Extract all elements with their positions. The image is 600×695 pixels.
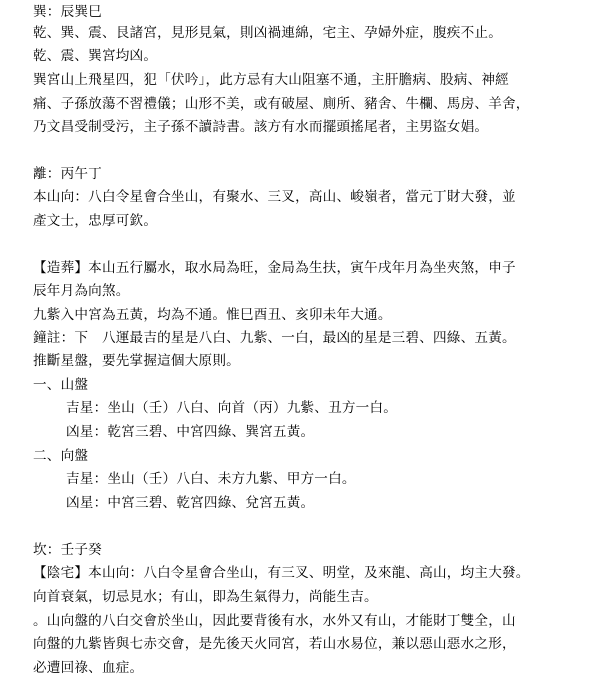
text-line: 【陰宅】本山向：八白令星會合坐山，有三叉、明堂，及來龍、高山，均主大發。 bbox=[33, 565, 530, 581]
text-line: 巽宮山上飛星四，犯「伏吟」，此方忌有大山阻塞不通，主肝膽病、股病、神經 bbox=[33, 72, 509, 88]
text-line: 產文士，忠厚可欽。 bbox=[33, 213, 158, 229]
text-line: 必遭回祿、血症。 bbox=[33, 660, 144, 676]
text-line: 痛、子孫放蕩不習禮儀；山形不美，或有破屋、廁所、豬舍、牛欄、馬房、羊舍， bbox=[33, 96, 530, 112]
list-heading-mountain-plate: 一、山盤 bbox=[33, 377, 89, 393]
text-line: 乃文昌受制受污，主子孫不讀詩書。該方有水而擺頭搖尾者，主男盜女娼。 bbox=[33, 119, 489, 135]
section-heading-li: 離：丙午丁 bbox=[33, 166, 102, 182]
list-heading-facing-plate: 二、向盤 bbox=[33, 448, 89, 464]
text-line: 凶星：中宮三碧、乾宮四綠、兌宮五黃。 bbox=[66, 495, 315, 511]
text-line: 乾、震、巽宮均凶。 bbox=[33, 48, 158, 64]
section-heading-kan: 坎：壬子癸 bbox=[33, 542, 102, 558]
text-line: 向首衰氣，切忌見水；有山，即為生氣得力，尚能生吉。 bbox=[33, 589, 378, 605]
text-line: 鐘註：下 八運最吉的星是八白、九紫、一白，最凶的星是三碧、四綠、五黃。 bbox=[33, 330, 516, 346]
section-heading-xun: 巽：辰巽巳 bbox=[33, 4, 102, 20]
text-line: 【造葬】本山五行屬水，取水局為旺，金局為生扶，寅午戌年月為坐夾煞，申子 bbox=[33, 260, 516, 276]
text-line: 辰年月為向煞。 bbox=[33, 283, 130, 299]
text-line: 凶星：乾宮三碧、中宮四綠、巽宮五黃。 bbox=[66, 424, 315, 440]
text-line: 本山向：八白令星會合坐山，有聚水、三叉，高山、峻嶺者，當元丁財大發，並 bbox=[33, 189, 516, 205]
text-line: 吉星：坐山（壬）八白、未方九紫、甲方一白。 bbox=[66, 471, 356, 487]
text-line: 乾、巽、震、艮諸宮，見形見氣，則凶禍連綿，宅主、孕婦外症，腹疾不止。 bbox=[33, 25, 502, 41]
text-line: 九紫入中宮為五黃，均為不通。惟巳酉丑、亥卯未年大通。 bbox=[33, 307, 392, 323]
text-line: 。山向盤的八白交會於坐山，因此要背後有水，水外又有山，才能財丁雙全，山 bbox=[33, 613, 516, 629]
text-line: 向盤的九紫皆與七赤交會，是先後天火同宮，若山水易位，兼以惡山惡水之形， bbox=[33, 636, 516, 652]
text-line: 吉星：坐山（壬）八白、向首（丙）九紫、丑方一白。 bbox=[66, 400, 398, 416]
text-line: 推斷星盤，要先掌握這個大原則。 bbox=[33, 353, 240, 369]
